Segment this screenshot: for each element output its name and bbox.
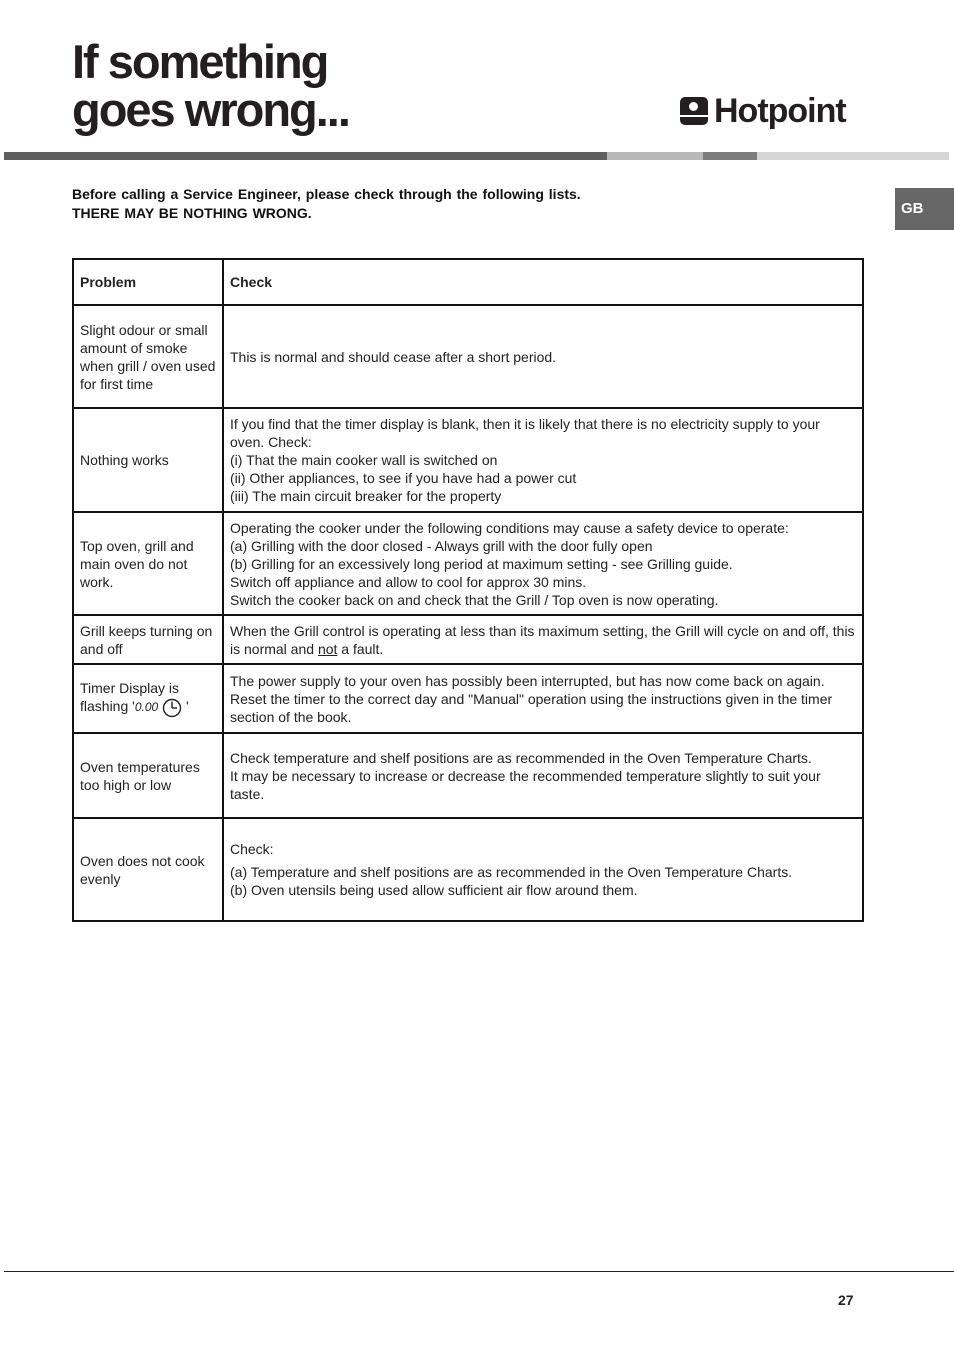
footer-rule — [4, 1271, 954, 1272]
hotpoint-logo-icon — [680, 97, 708, 125]
header-rule-segment — [4, 152, 607, 160]
check-cell: This is normal and should cease after a short period. — [223, 305, 863, 408]
check-cell: Operating the cooker under the following conditions may cause a safety device to operate: (a) Grilling with the door closed - Always grill with the door fully open (b) Grilling for an excessively long period at maximum setting - see Grilling guide. Switch off appliance and allow to cool for approx 30 mins. Switch the cooker back on and check that the Grill / Top oven is now operating. — [223, 512, 863, 615]
title-line-2: goes wrong... — [72, 83, 349, 136]
check-cell: Check: (a) Temperature and shelf positions are as recommended in the Oven Temperature Charts. (b) Oven utensils being used allow sufficient air flow around them. — [223, 818, 863, 921]
language-tab: GB — [895, 188, 954, 230]
timer-display-glyph: 0.00 — [134, 700, 159, 715]
table-row — [73, 615, 863, 664]
title-line-1: If something — [72, 35, 328, 88]
table-row — [73, 733, 863, 818]
underlined-word: not — [317, 640, 338, 657]
problem-cell: Top oven, grill and main oven do not work. — [73, 512, 223, 615]
problem-cell: Slight odour or small amount of smoke when grill / oven used for first time — [73, 305, 223, 408]
table-row — [73, 408, 863, 512]
problem-cell: Oven does not cook evenly — [73, 818, 223, 921]
table-row — [73, 305, 863, 408]
header-rule-segment — [703, 152, 757, 160]
table-row — [73, 512, 863, 615]
check-cell: The power supply to your oven has possibly been interrupted, but has now come back on again. Reset the timer to the correct day and "Manual" operation using the instructions given in the timer section of the book. — [223, 664, 863, 733]
intro-line-1: Before calling a Service Engineer, please check through the following lists. — [72, 186, 581, 202]
brand-logo — [680, 92, 846, 130]
table-row — [73, 664, 863, 733]
header-rule-segment — [607, 152, 703, 160]
check-cell: Check temperature and shelf positions are as recommended in the Oven Temperature Charts. It may be necessary to increase or decrease the recommended temperature slightly to suit your taste. — [223, 733, 863, 818]
header-rule-segment — [757, 152, 949, 160]
clock-icon — [162, 698, 182, 718]
intro-line-2: THERE MAY BE NOTHING WRONG. — [72, 205, 312, 221]
intro-text — [72, 185, 581, 223]
check-cell: If you find that the timer display is blank, then it is likely that there is no electricity supply to your oven. Check: (i) That the main cooker wall is switched on (ii) Other appliances, to see if you have had a power cut (iii) The main circuit breaker for the property — [223, 408, 863, 512]
page-number: 27 — [838, 1292, 854, 1308]
problem-cell: Oven temperatures too high or low — [73, 733, 223, 818]
problem-cell: Nothing works — [73, 408, 223, 512]
table-header-row — [73, 259, 863, 305]
column-header-problem: Problem — [73, 259, 223, 305]
table-row — [73, 818, 863, 921]
check-cell: When the Grill control is operating at less than its maximum setting, the Grill will cycle on and off, this is normal and not a fault. — [223, 615, 863, 664]
troubleshooting-table — [72, 258, 864, 922]
brand-name: Hotpoint — [714, 92, 846, 130]
problem-cell: Grill keeps turning on and off — [73, 615, 223, 664]
page-title — [72, 35, 349, 136]
column-header-check: Check — [223, 259, 863, 305]
problem-cell: Timer Display is flashing '0.00 ' — [73, 664, 223, 733]
